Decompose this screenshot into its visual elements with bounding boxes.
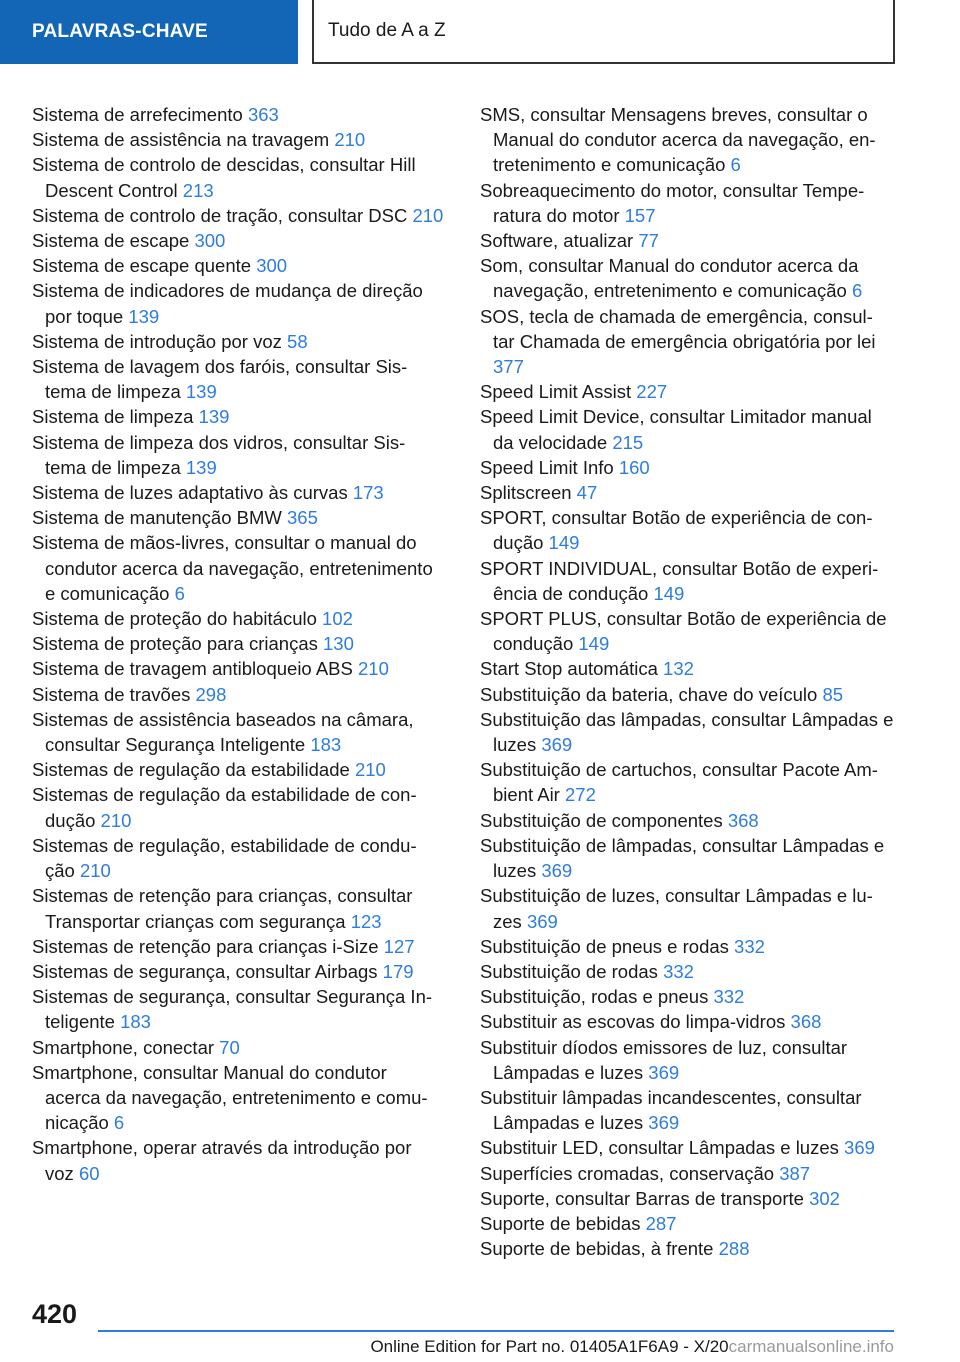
entry-text: Sistema de lavagem dos faróis, consultar Sis‐ tema de limpeza	[32, 356, 408, 403]
index-entry	[480, 1186, 896, 1211]
page-reference-link[interactable]: 6	[730, 154, 741, 176]
index-entry	[32, 505, 444, 530]
page-reference-link[interactable]: 47	[576, 482, 598, 504]
entry-text: Sistema de indicadores de mudança de direção por toque	[32, 280, 423, 327]
page-reference-link[interactable]: 365	[287, 507, 318, 529]
index-entry	[32, 1135, 444, 1185]
page-reference-link[interactable]: 210	[354, 759, 386, 781]
entry-text: Sistemas de assistência baseados na câmara, consultar Segurança Inteligente	[32, 708, 414, 756]
entry-text: Substituição de componentes	[480, 809, 723, 831]
index-entry	[32, 606, 444, 631]
page-reference-link[interactable]: 85	[822, 683, 844, 705]
index-column-left	[32, 102, 444, 1186]
entry-text: Sistema de controlo de tração, consultar DSC	[32, 204, 408, 226]
page-reference-link[interactable]: 149	[653, 582, 685, 604]
entry-text: SOS, tecla de chamada de emergência, consul‐ tar Chamada de emergência obrigatória por lei	[480, 305, 876, 352]
page-reference-link[interactable]: 332	[663, 960, 694, 982]
index-entry	[480, 505, 896, 555]
page-reference-link[interactable]: 377	[493, 356, 524, 378]
page-reference-link[interactable]: 139	[128, 305, 160, 327]
page-reference-link[interactable]: 6	[174, 582, 185, 604]
page-reference-link[interactable]: 77	[638, 230, 659, 252]
entry-text: Speed Limit Assist	[480, 381, 632, 403]
index-entry	[32, 530, 444, 606]
entry-text: Sobreaquecimento do motor, consultar Tempe‐ ratura do motor	[480, 179, 865, 226]
index-entry	[480, 455, 896, 480]
entry-text: Suporte de bebidas, à frente	[480, 1238, 714, 1260]
page-reference-link[interactable]: 369	[844, 1137, 875, 1159]
footer-rule	[98, 1330, 894, 1332]
entry-text: Sistema de proteção para crianças	[32, 633, 318, 655]
entry-text: Splitscreen	[480, 482, 572, 504]
entry-text: Software, atualizar	[480, 230, 634, 252]
index-entry	[480, 1211, 896, 1236]
page-number: 420	[32, 1299, 78, 1329]
page-reference-link[interactable]: 70	[219, 1036, 240, 1058]
entry-text: Smartphone, operar através da introdução por voz	[32, 1137, 412, 1184]
page-reference-link[interactable]: 215	[612, 431, 644, 453]
page-reference-link[interactable]: 287	[645, 1212, 677, 1234]
page-reference-link[interactable]: 332	[713, 986, 745, 1008]
entry-text: Smartphone, conectar	[32, 1036, 215, 1058]
index-entry	[32, 152, 444, 202]
entry-text: Sistemas de segurança, consultar Airbags	[32, 960, 378, 982]
index-entry	[480, 178, 896, 228]
index-entry	[32, 1060, 444, 1136]
page-reference-link[interactable]: 183	[120, 1011, 151, 1033]
page-reference-link[interactable]: 210	[100, 809, 132, 831]
index-entry	[32, 329, 444, 354]
section-tab: PALAVRAS-CHAVE	[0, 0, 298, 64]
index-entry	[480, 1161, 896, 1186]
page-reference-link[interactable]: 139	[185, 456, 217, 478]
page-reference-link[interactable]: 368	[727, 809, 759, 831]
page-reference-link[interactable]: 139	[185, 381, 217, 403]
page-reference-link[interactable]: 387	[779, 1162, 811, 1184]
index-entry	[480, 883, 896, 933]
entry-text: Sistemas de retenção para crianças, consultar Transportar crianças com segurança	[32, 885, 413, 932]
page-reference-link[interactable]: 160	[618, 456, 650, 478]
entry-text: Suporte de bebidas	[480, 1212, 641, 1234]
entry-text: Sistema de assistência na travagem	[32, 129, 330, 151]
page-reference-link[interactable]: 210	[79, 860, 111, 882]
entry-text: Som, consultar Manual do condutor acerca da navegação, entretenimento e comunicação	[480, 255, 859, 302]
page-reference-link[interactable]: 369	[526, 910, 558, 932]
index-entry	[480, 1135, 896, 1160]
index-entry	[480, 480, 896, 505]
index-entry	[480, 1085, 896, 1135]
page-reference-link[interactable]: 227	[636, 381, 668, 403]
entry-text: Sistema de limpeza	[32, 406, 194, 428]
index-entry	[480, 656, 896, 681]
index-entry	[480, 757, 896, 807]
index-entry	[32, 682, 444, 707]
index-entry	[32, 430, 444, 480]
entry-text: Substituir díodos emissores de luz, consultar Lâmpadas e luzes	[480, 1036, 848, 1083]
entry-text: Sistemas de regulação da estabilidade de con‐ dução	[32, 784, 417, 831]
page-reference-link[interactable]: 210	[412, 204, 444, 226]
index-entry	[480, 707, 896, 757]
index-entry	[480, 379, 896, 404]
index-entry	[480, 1035, 896, 1085]
index-entry	[480, 228, 896, 253]
index-entry	[480, 1236, 896, 1261]
index-entry	[32, 354, 444, 404]
page-reference-link[interactable]: 6	[113, 1112, 125, 1134]
entry-text: Superfícies cromadas, conservação	[480, 1162, 775, 1184]
entry-text: Sistemas de regulação da estabilidade	[32, 759, 350, 781]
page-reference-link[interactable]: 369	[541, 734, 573, 756]
index-entry	[32, 480, 444, 505]
entry-text: Sistema de mãos-livres, consultar o manual do condutor acerca da navegação, entretenimento e comunicação	[32, 532, 433, 604]
entry-text: Suporte, consultar Barras de transporte	[480, 1187, 804, 1209]
page-reference-link[interactable]: 369	[541, 860, 573, 882]
page-reference-link[interactable]: 369	[648, 1061, 680, 1083]
entry-text: Speed Limit Info	[480, 456, 614, 478]
entry-text: SPORT INDIVIDUAL, consultar Botão de experi‐ ência de condução	[480, 557, 879, 604]
index-entry	[480, 253, 896, 303]
entry-text: Substituir as escovas do limpa-vidros	[480, 1011, 786, 1033]
page-reference-link[interactable]: 272	[565, 784, 596, 806]
entry-text: Sistemas de retenção para crianças i-Size	[32, 935, 379, 957]
index-entry	[32, 278, 444, 328]
index-entry	[32, 959, 444, 984]
page-reference-link[interactable]: 369	[648, 1112, 680, 1134]
index-entry	[32, 203, 444, 228]
page-reference-link[interactable]: 157	[624, 204, 656, 226]
index-entry	[32, 1035, 444, 1060]
entry-text: Substituição de luzes, consultar Lâmpadas e lu‐ zes	[480, 885, 873, 932]
page-reference-link[interactable]: 60	[78, 1162, 100, 1184]
page-reference-link[interactable]: 58	[287, 330, 308, 352]
index-entry	[32, 404, 444, 429]
page-reference-link[interactable]: 300	[194, 230, 226, 252]
page-reference-link[interactable]: 179	[382, 960, 414, 982]
entry-text: Substituição das lâmpadas, consultar Lâmpadas e luzes	[480, 708, 894, 756]
entry-text: Sistema de controlo de descidas, consultar Hill Descent Control	[32, 154, 416, 201]
entry-text: Sistema de proteção do habitáculo	[32, 608, 317, 630]
entry-text: SMS, consultar Mensagens breves, consultar o Manual do condutor acerca da navegação, en‐ tretenimento e comunicação	[480, 104, 876, 176]
page-reference-link[interactable]: 149	[548, 532, 580, 554]
page-reference-link[interactable]: 332	[734, 935, 765, 957]
index-entry	[32, 833, 444, 883]
entry-text: SPORT PLUS, consultar Botão de experiência de condução	[480, 608, 887, 655]
page-reference-link[interactable]: 210	[358, 658, 389, 680]
entry-text: Sistema de arrefecimento	[32, 104, 243, 125]
page-reference-link[interactable]: 139	[198, 406, 230, 428]
entry-text: Sistema de manutenção BMW	[32, 507, 282, 529]
entry-text: Sistemas de regulação, estabilidade de condu‐ ção	[32, 834, 417, 882]
entry-text: Substituição de pneus e rodas	[480, 935, 729, 957]
entry-text: SPORT, consultar Botão de experiência de con‐ dução	[480, 507, 873, 554]
entry-text: Substituição de rodas	[480, 960, 658, 982]
page-reference-link[interactable]: 368	[790, 1011, 822, 1033]
entry-text: Sistema de travões	[32, 683, 191, 705]
page-reference-link[interactable]: 127	[383, 935, 415, 957]
entry-text: Sistema de limpeza dos vidros, consultar Sis‐ tema de limpeza	[32, 431, 406, 478]
index-entry	[32, 984, 444, 1034]
index-entry	[480, 102, 896, 178]
edition-text: Online Edition for Part no. 01405A1F6A9 - X/20	[370, 1337, 729, 1356]
entry-text: Substituir lâmpadas incandescentes, consultar Lâmpadas e luzes	[480, 1086, 862, 1134]
entry-text: Sistema de luzes adaptativo às curvas	[32, 482, 348, 504]
page-reference-link[interactable]: 210	[334, 129, 366, 151]
index-entry	[32, 253, 444, 278]
page-reference-link[interactable]: 132	[663, 658, 694, 680]
entry-text: Sistema de travagem antibloqueio ABS	[32, 658, 353, 680]
entry-text: Substituição de cartuchos, consultar Pacote Am‐ bient Air	[480, 759, 878, 806]
index-column-right	[480, 102, 896, 1261]
page-reference-link[interactable]: 123	[350, 910, 382, 932]
entry-text: Sistema de escape quente	[32, 255, 252, 277]
footer-edition	[300, 1336, 894, 1358]
index-entry	[480, 556, 896, 606]
entry-text: Smartphone, consultar Manual do condutor acerca da navegação, entretenimento e comu‐ nicação	[32, 1061, 428, 1134]
entry-text: Start Stop automática	[480, 658, 658, 680]
index-entry	[32, 631, 444, 656]
index-entry	[32, 883, 444, 933]
page-reference-link[interactable]: 173	[352, 482, 384, 504]
page-reference-link[interactable]: 302	[809, 1187, 840, 1209]
index-entry	[480, 833, 896, 883]
page-reference-link[interactable]: 363	[247, 104, 279, 125]
index-entry	[480, 404, 896, 454]
index-entry	[32, 127, 444, 152]
index-entry	[480, 682, 896, 707]
index-entry	[32, 228, 444, 253]
page-reference-link[interactable]: 130	[323, 633, 354, 655]
index-entry	[32, 782, 444, 832]
watermark-text: carmanualsonline.info	[728, 1337, 894, 1356]
section-title: Tudo de A a Z	[312, 0, 895, 64]
index-entry	[480, 304, 896, 380]
page-reference-link[interactable]: 213	[182, 179, 214, 201]
index-entry	[480, 984, 896, 1009]
index-entry	[32, 102, 444, 127]
page-reference-link[interactable]: 149	[578, 633, 610, 655]
entry-text: Substituição da bateria, chave do veículo	[480, 683, 818, 705]
index-entry	[32, 757, 444, 782]
entry-text: Substituição, rodas e pneus	[480, 986, 709, 1008]
entry-text: Sistema de introdução por voz	[32, 330, 282, 352]
entry-text: Sistemas de segurança, consultar Segurança In‐ teligente	[32, 986, 433, 1033]
entry-text: Sistema de escape	[32, 230, 190, 252]
index-entry	[480, 934, 896, 959]
index-entry	[480, 606, 896, 656]
page-reference-link[interactable]: 298	[195, 683, 227, 705]
index-entry	[32, 934, 444, 959]
index-entry	[32, 656, 444, 681]
page-reference-link[interactable]: 300	[256, 255, 288, 277]
index-entry	[480, 1009, 896, 1034]
index-entry	[32, 707, 444, 757]
page-reference-link[interactable]: 183	[310, 734, 342, 756]
entry-text: Speed Limit Device, consultar Limitador manual da velocidade	[480, 406, 872, 453]
page-reference-link[interactable]: 6	[851, 280, 863, 302]
entry-text: Substituir LED, consultar Lâmpadas e luzes	[480, 1137, 839, 1159]
page-reference-link[interactable]: 102	[322, 608, 353, 630]
page-reference-link[interactable]: 288	[718, 1238, 750, 1260]
index-entry	[480, 959, 896, 984]
entry-text: Substituição de lâmpadas, consultar Lâmpadas e luzes	[480, 834, 885, 882]
index-entry	[480, 808, 896, 833]
